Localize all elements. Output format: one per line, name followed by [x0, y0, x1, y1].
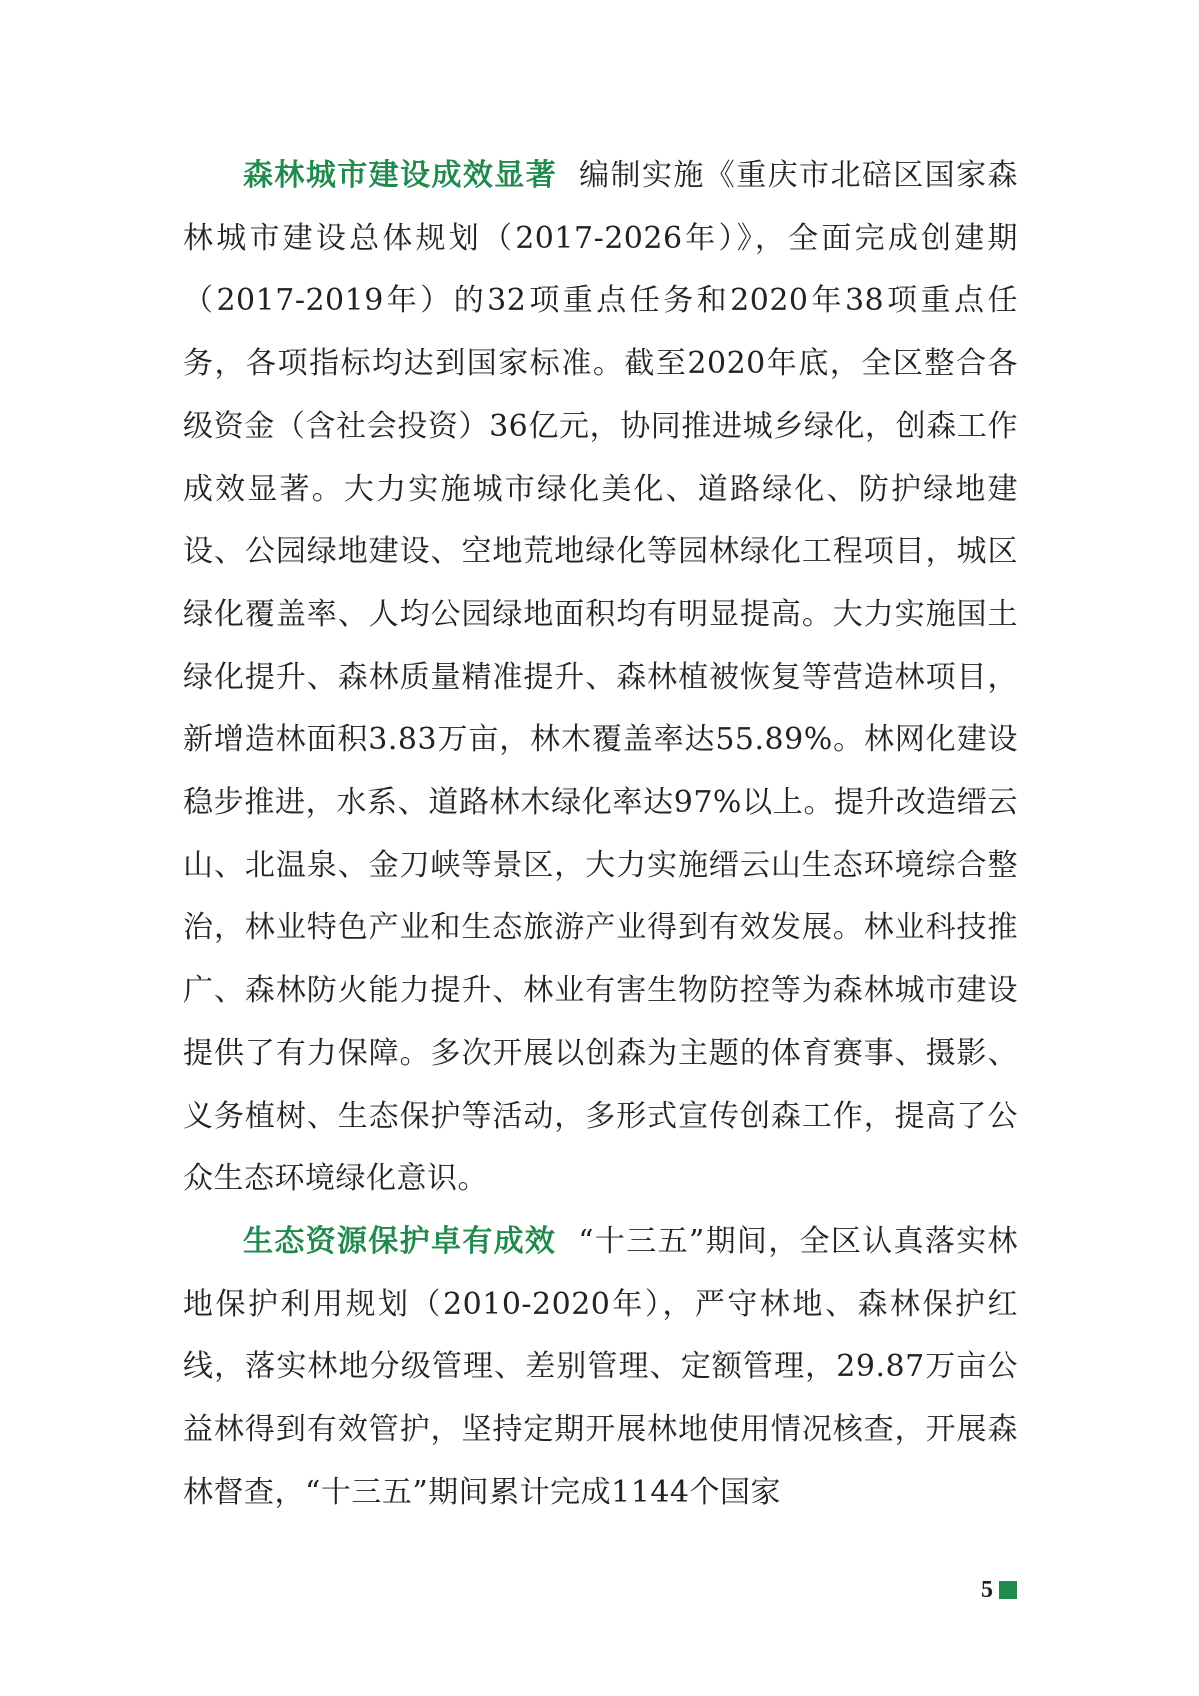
paragraph-resource-protection	[183, 1211, 1018, 1525]
page-marker-square-icon	[999, 1581, 1017, 1599]
paragraph-text-resource-protection: “十三五”期间，全区认真落实林地保护利用规划（2010-2020年），严守林地、森林保护红线，落实林地分级管理、差别管理、定额管理，29.87万亩公益林得到有效管护，坚持定期开展林地使用情况核查，开展森林督查，“十三五”期间累计完成1144个国家	[183, 1223, 1018, 1510]
paragraph-forest-city	[183, 145, 1018, 1211]
page-number: 5	[981, 1577, 993, 1603]
page-content	[183, 145, 1018, 1524]
paragraph-text-forest-city: 编制实施《重庆市北碚区国家森林城市建设总体规划（2017-2026年）》，全面完成创建期（2017-2019年）的32项重点任务和2020年38项重点任务，各项指标均达到国家标准。截至2020年底，全区整合各级资金（含社会投资）36亿元，协同推进城乡绿化，创森工作成效显著。大力实施城市绿化美化、道路绿化、防护绿地建设、公园绿地建设、空地荒地绿化等园林绿化工程项目，城区绿化覆盖率、人均公园绿地面积均有明显提高。大力实施国土绿化提升、森林质量精准提升、森林植被恢复等营造林项目，新增造林面积3.83万亩，林木覆盖率达55.89%。林网化建设稳步推进，水系、道路林木绿化率达97%以上。提升改造缙云山、北温泉、金刀峡等景区，大力实施缙云山生态环境综合整治，林业特色产业和生态旅游产业得到有效发展。林业科技推广、森林防火能力提升、林业有害生物防控等为森林城市建设提供了有力保障。多次开展以创森为主题的体育赛事、摄影、义务植树、生态保护等活动，多形式宣传创森工作，提高了公众生态环境绿化意识。	[183, 158, 1019, 1197]
page-footer	[981, 1578, 1017, 1602]
section-heading-resource-protection: 生态资源保护卓有成效	[243, 1223, 557, 1259]
section-heading-forest-city: 森林城市建设成效显著	[243, 158, 558, 193]
